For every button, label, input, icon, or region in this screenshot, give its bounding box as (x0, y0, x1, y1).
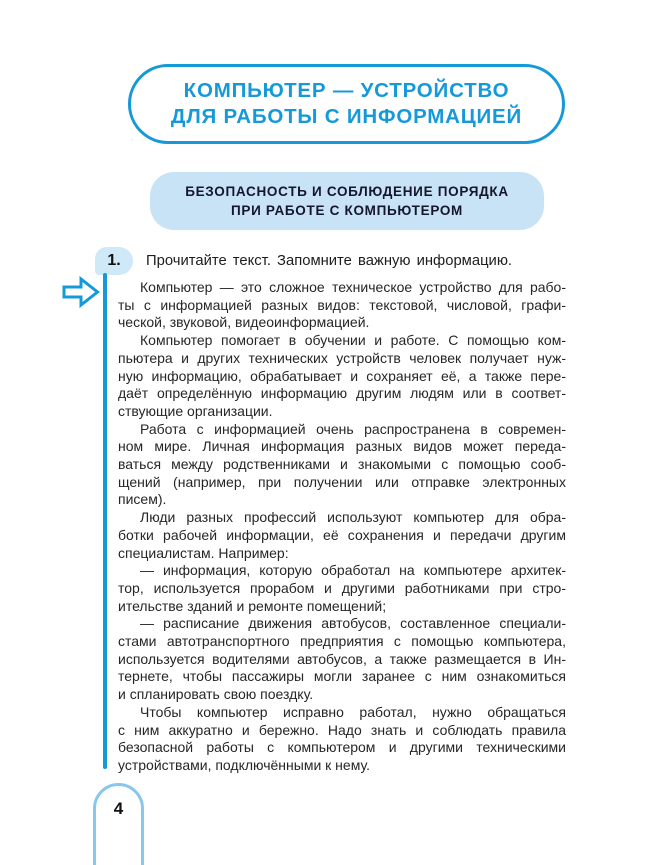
chapter-title-box (128, 64, 565, 144)
body-text (118, 279, 566, 775)
text-line: ную информацию, обрабатывает и сохраняет её, а также пере- (118, 367, 566, 384)
text-line: Компьютер помогает в обучении и работе. С помощью ком- (140, 332, 566, 349)
page-number: 4 (113, 799, 124, 818)
exercise-header (95, 247, 512, 275)
text-line: Компьютер — это сложное техническое устройство для рабо- (140, 279, 566, 295)
text-line: ваться между родственниками и знакомыми с помощью сооб- (118, 456, 566, 473)
body-paragraph (118, 279, 566, 332)
text-line: ительстве зданий и ремонте помещений; (118, 597, 387, 614)
body-paragraph (118, 332, 566, 421)
exercise-instruction: Прочитайте текст. Запомните важную информацию. (146, 253, 513, 269)
text-margin-rule (103, 273, 107, 769)
right-block-arrow-icon (62, 276, 100, 308)
text-line: Люди разных профессий используют компьютер для обра- (140, 509, 566, 526)
body-paragraph (118, 615, 566, 704)
body-paragraph (118, 704, 566, 775)
body-paragraph (118, 562, 566, 615)
text-line: устройствами, подключёнными к нему. (118, 756, 370, 773)
text-line: — информация, которую обработал на компьютере архитек- (140, 562, 566, 579)
text-line: ты с информацией разных видов: текстовой, числовой, графи- (118, 296, 566, 313)
text-line: безопасной работы с компьютером и другими техническими (118, 739, 566, 756)
text-line: и спланировать свою поездку. (118, 686, 314, 703)
text-line: ном мире. Личная информация разных видов может переда- (118, 438, 566, 455)
body-paragraph (118, 421, 566, 510)
text-line: ствующие организации. (118, 402, 273, 419)
page-number-capsule (93, 783, 144, 865)
text-line: ческой, звуковой, видеоинформацией. (118, 314, 370, 331)
section-banner-line-1: БЕЗОПАСНОСТЬ И СОБЛЮДЕНИЕ ПОРЯДКА (185, 184, 509, 199)
section-banner (150, 172, 544, 230)
chapter-title-line-1: КОМПЬЮТЕР — УСТРОЙСТВО (183, 79, 510, 102)
text-line: — расписание движения автобусов, составленное специали- (140, 615, 566, 632)
body-paragraph (118, 509, 566, 562)
text-line: тернете, чтобы пассажиры могли заранее с ним ознакомиться (118, 668, 566, 685)
section-banner-line-2: ПРИ РАБОТЕ С КОМПЬЮТЕРОМ (230, 203, 464, 218)
text-line: Чтобы компьютер исправно работал, нужно обращаться (140, 703, 566, 720)
text-line: с ним аккуратно и бережно. Надо знать и соблюдать правила (118, 721, 566, 738)
text-line: щений (например, при получении или отправке электронных (118, 473, 566, 490)
text-line: писем). (118, 491, 167, 508)
text-line: пьютера и других технических устройств человек получает нуж- (118, 349, 566, 366)
text-line: специалистам. Например: (118, 544, 289, 561)
text-line: Работа с информацией очень распространена в современ- (140, 420, 566, 437)
text-line: даёт определённую информацию другим людям или в соответ- (118, 385, 566, 402)
text-line: тор, используется прорабом и другими работниками при стро- (118, 579, 566, 596)
chapter-title-line-2: ДЛЯ РАБОТЫ С ИНФОРМАЦИЕЙ (170, 105, 523, 128)
text-line: стами автотранспортного предприятия с помощью компьютера, (118, 633, 566, 650)
text-line: ботки рабочей информации, её сохранения и передачи другим (118, 526, 566, 543)
exercise-number-badge: 1. (95, 247, 133, 275)
text-line: используется водителями автобусов, а также размещается в Ин- (118, 650, 566, 667)
